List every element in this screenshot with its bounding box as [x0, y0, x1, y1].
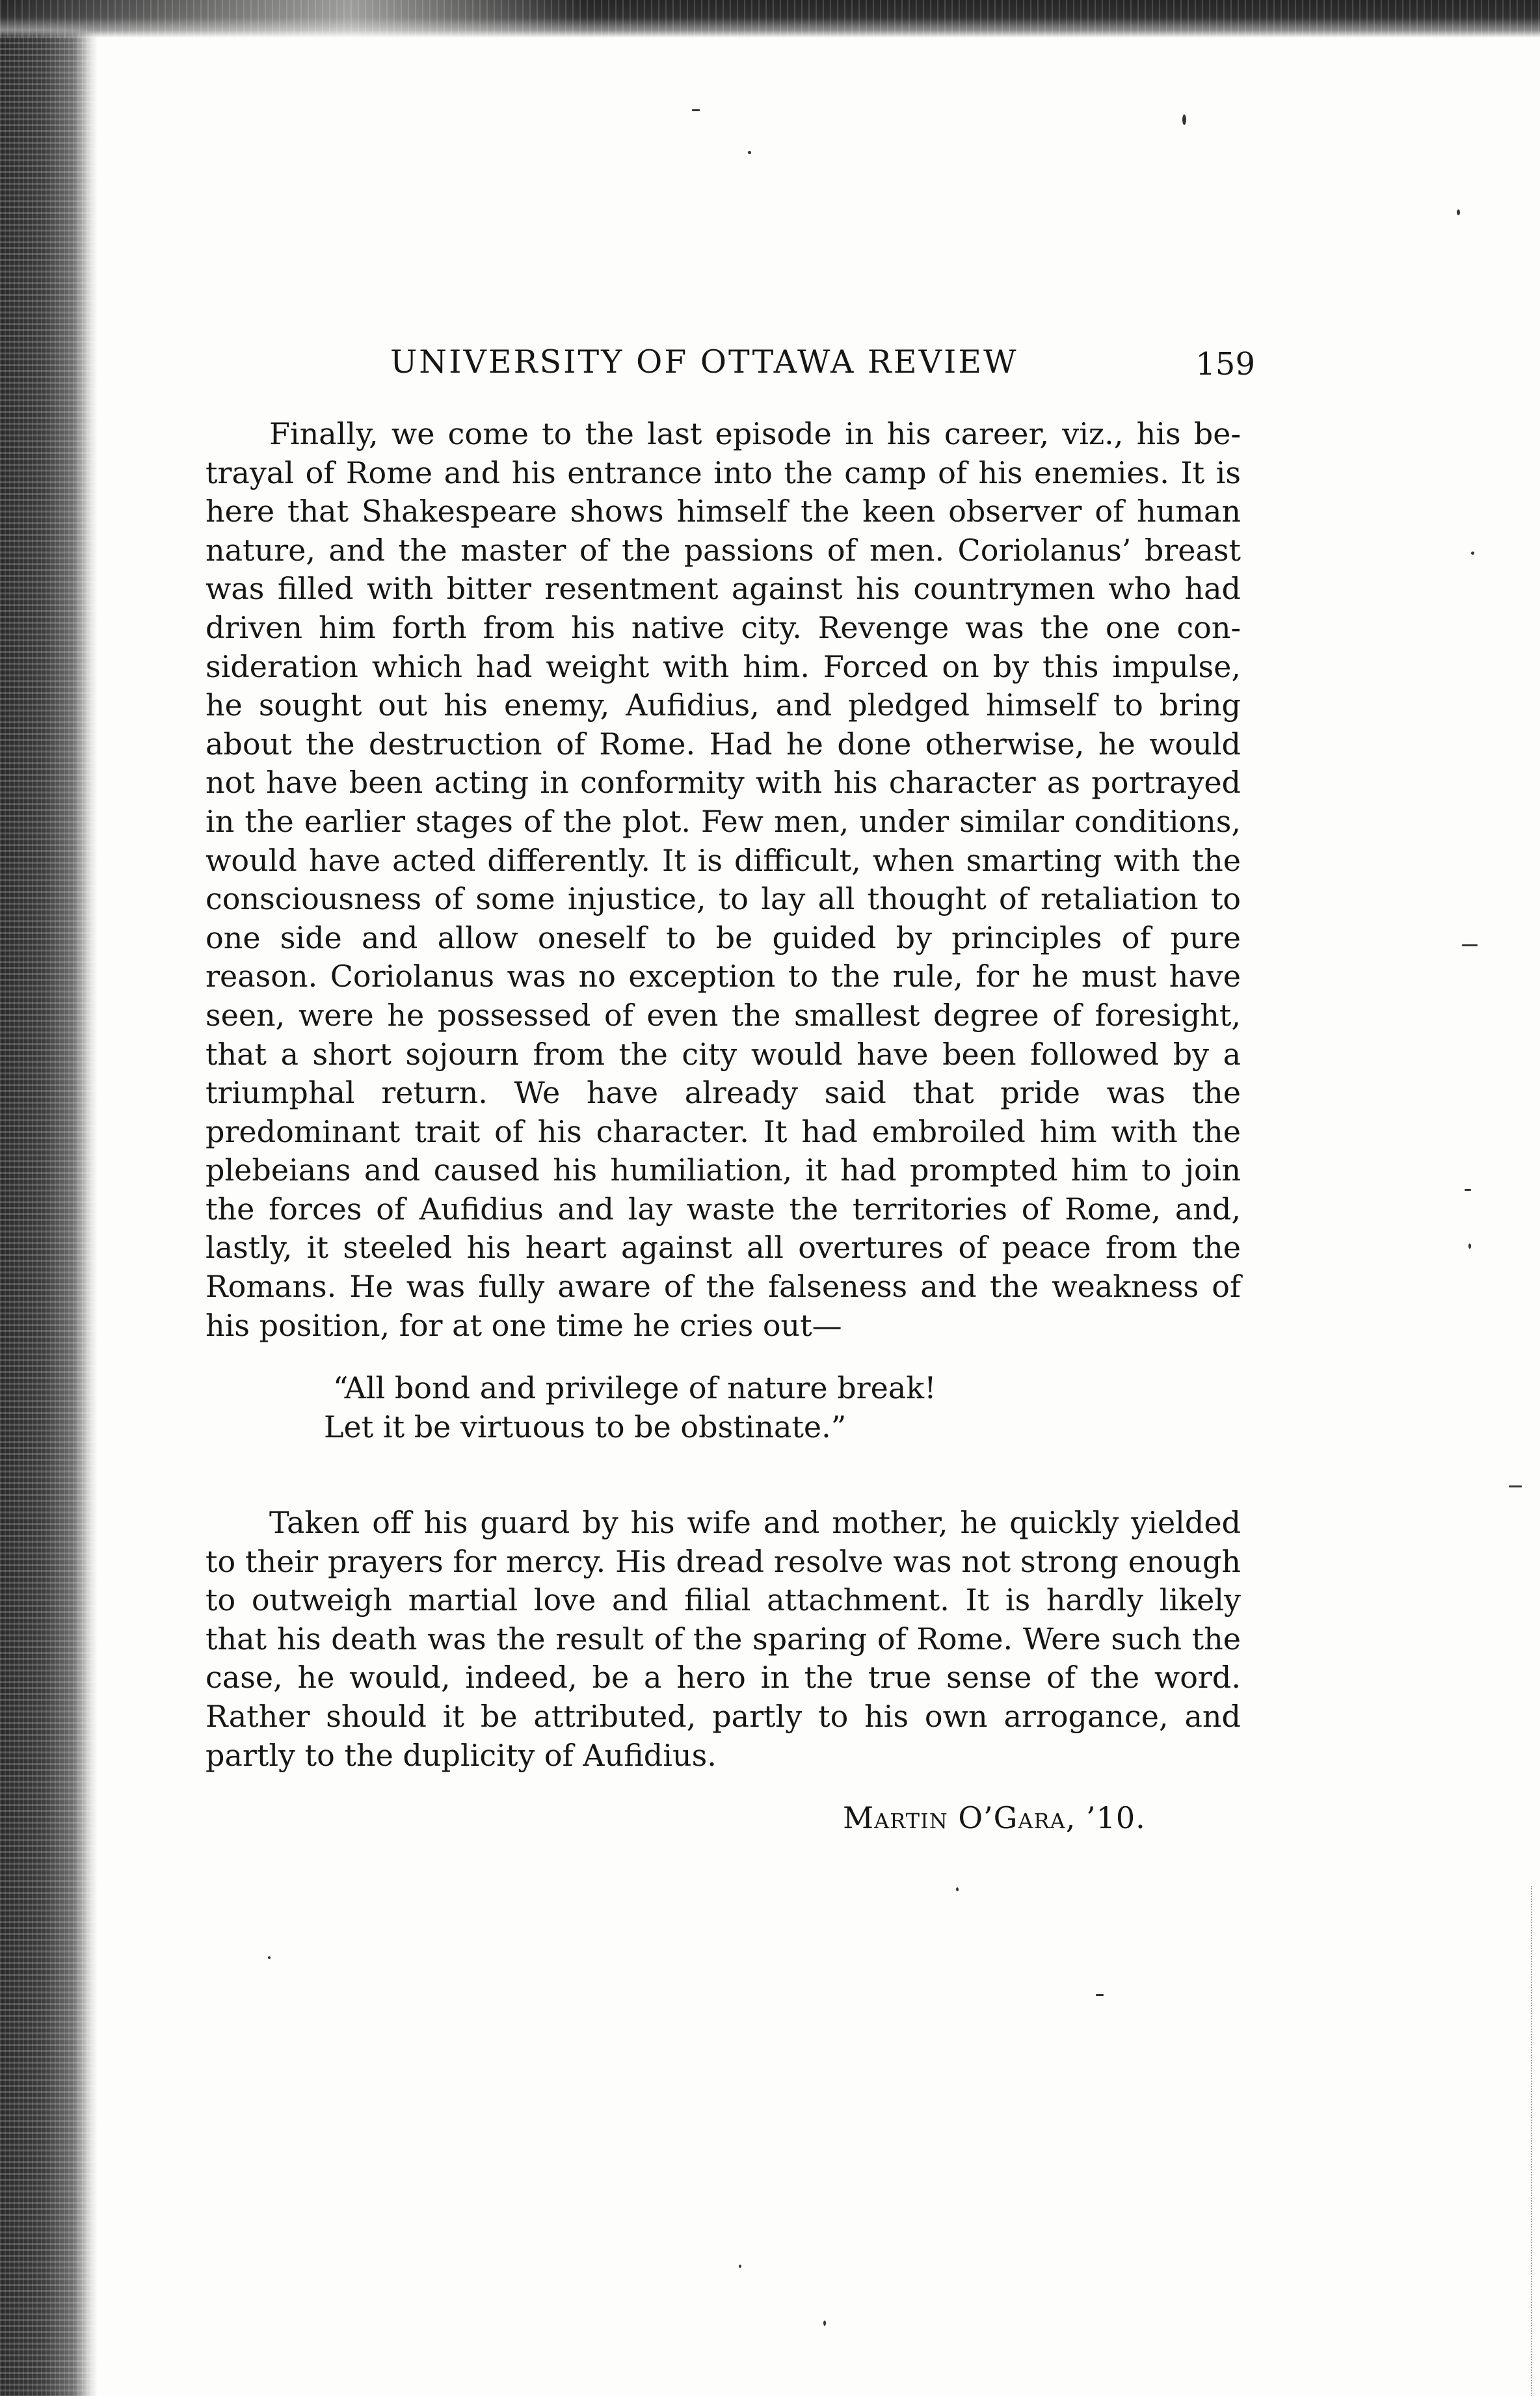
scan-speck — [1471, 552, 1474, 555]
scan-speck — [1182, 114, 1186, 125]
verse-line-2: Let it be virtuous to be obstinate.” — [324, 1409, 847, 1444]
page-number: 159 — [1195, 346, 1255, 382]
running-head — [390, 343, 1255, 395]
scan-speck — [692, 109, 700, 111]
scan-speck — [268, 1956, 271, 1959]
scan-speck — [956, 1887, 959, 1891]
verse-line-1: “All bond and privilege of nature break! — [333, 1370, 936, 1405]
paragraph-text: Taken off his guard by his wife and mother, he quickly yielded to their prayers for mercy. His dread resolve was not strong enough to outweigh martial love and filial attachment. It is hardly likely that his death was the result of the sparing of Rome. Were such the case, he would, indeed, be a hero in the true sense of the word. Rather should it be attributed, partly to his own arrogance, and partly to the duplicity of Aufidius. — [206, 1505, 1241, 1773]
scan-speck — [1465, 1189, 1471, 1191]
scan-speck — [739, 2265, 741, 2268]
binding-edge — [0, 13, 98, 2396]
paragraph-text: Finally, we come to the last episode in his career, viz., his betrayal of Rome and his entrance into the camp of his enemies. It is here that Shakespeare shows himself the keen observer of human nature, and the master of the passions of men. Coriolanus’ breast was filled with bitter resentment against his countrymen who had driven him forth from his native city. Revenge was the one consideration which had weight with him. Forced on by this impulse, he sought out his enemy, Aufidius, and pledged himself to bring about the destruction of Rome. Had he done otherwise, he would not have been acting in conformity with his character as portrayed in the earlier stages of the plot. Few men, under similar conditions, would have acted differently. It is difficult, when smarting with the consciousness of some injustice, to lay all thought of retaliation to one side and allow oneself to be guided by principles of pure reason. Coriolanus was no exception to the rule, for he must have seen, were he possessed of even the smallest degree of foresight, that a short sojourn from the city would have been followed by a triumphal return. We have already said that pride was the predominant trait of his character. It had embroiled him with the plebeians and caused his humiliation, it had prompted him to join the forces of Aufidius and lay waste the territories of Rome, and, lastly, it steeled his heart against all overtures of peace from the Romans. He was fully aware of the falseness and the weakness of his position, for at one time he cries out— — [206, 416, 1241, 1343]
top-edge — [0, 0, 1540, 38]
scan-speck — [1457, 209, 1460, 215]
author-signature: Martin O’Gara, ’10. — [843, 1800, 1146, 1835]
journal-title: UNIVERSITY OF OTTAWA REVIEW — [390, 343, 1018, 380]
body-paragraph-1 — [206, 415, 1241, 1345]
scan-speck — [748, 151, 751, 154]
scan-speck — [1509, 1485, 1522, 1487]
scan-speck — [1462, 944, 1478, 946]
scan-speck — [1096, 1994, 1104, 1996]
scan-speck — [823, 2321, 826, 2326]
scan-speck — [1468, 1244, 1471, 1249]
body-paragraph-2 — [206, 1504, 1241, 1775]
verse-quotation — [324, 1368, 1178, 1446]
right-fringe — [1531, 1886, 1540, 2396]
